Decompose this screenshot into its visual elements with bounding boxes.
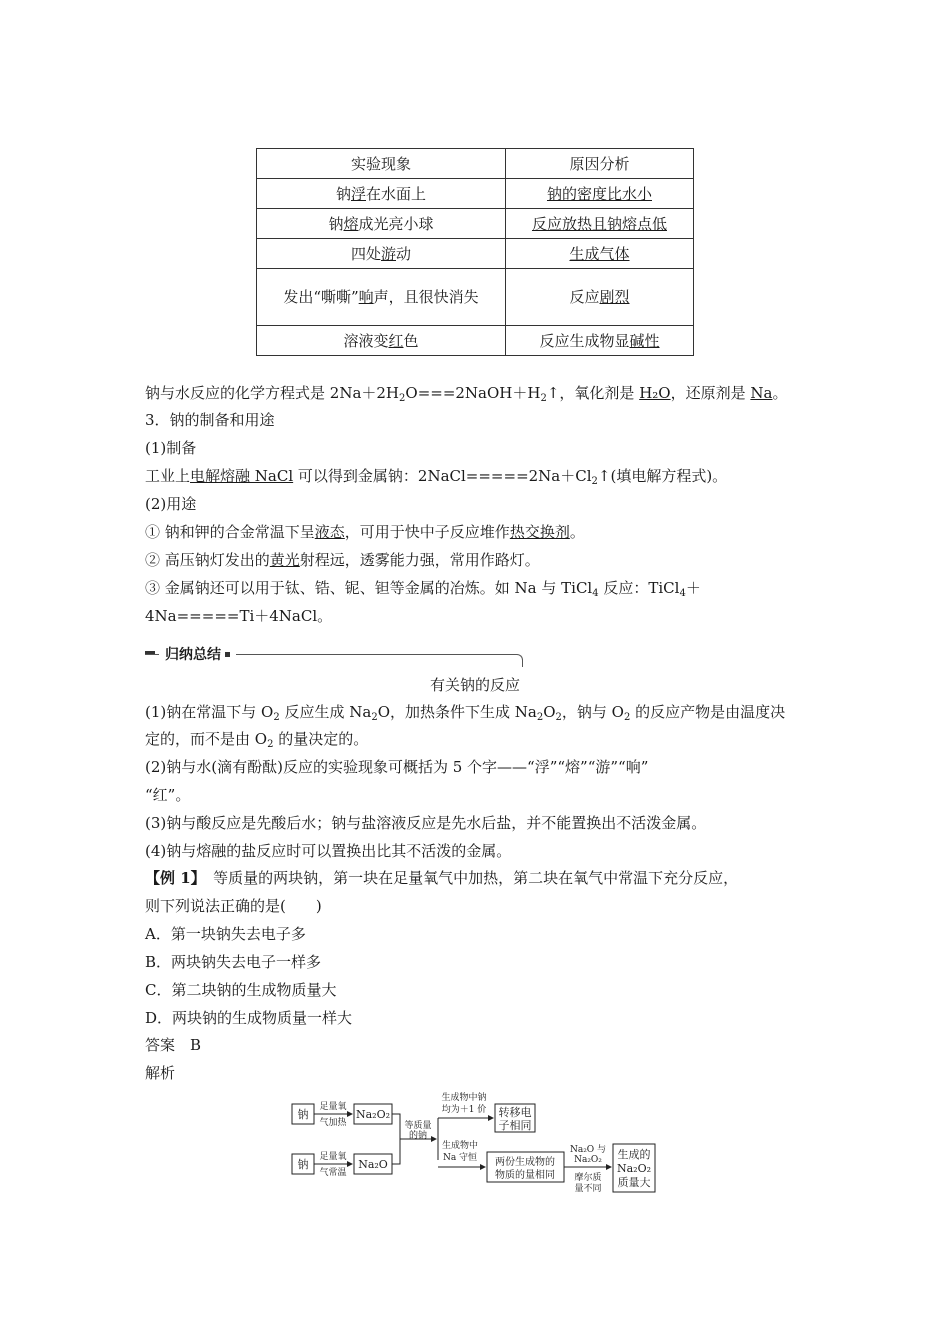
flow-branch1-bottom: 均为＋1 价 [441, 1105, 487, 1115]
table-row [257, 209, 694, 239]
table-header-row [257, 149, 694, 179]
flow-arrow1-top: 足量氧 [319, 1102, 347, 1112]
analysis-flow-diagram [288, 1088, 668, 1198]
preparation-line: 工业上电解熔融 NaCl 可以得到金属钠：$2NaCl=====2Na+Cl_2↑$(填电解方程式)。 [145, 467, 728, 487]
flow-branch2-top: 生成物中 [441, 1141, 479, 1151]
table-row [257, 269, 694, 326]
flow-branch3-mid: Na₂O₂ [574, 1155, 602, 1165]
phenomenon-cell: 溶液变红色 [257, 326, 506, 356]
flow-result1-top: 转移电 [498, 1106, 532, 1119]
reason-cell: 反应剧烈 [506, 269, 694, 326]
flow-branch3-line2: 量不同 [574, 1184, 602, 1194]
summary-point-1-cont: 定的，而不是由 $O_2$ 的量决定的。 [145, 730, 369, 750]
experiment-table [256, 148, 694, 356]
flow-mid-top: 等质量 [404, 1121, 432, 1131]
summary-point-2-cont: “红”。 [145, 786, 191, 804]
flow-branch2-bottom: Na 守恒 [442, 1153, 478, 1163]
flow-arrow2-bottom: 气常温 [319, 1168, 347, 1178]
phenomenon-cell: 四处游动 [257, 239, 506, 269]
flow-result1-bottom: 子相同 [498, 1119, 532, 1132]
analysis-label: 解析 [145, 1064, 176, 1082]
flow-result3-line3: 质量大 [617, 1176, 651, 1189]
use-item-2: ② 高压钠灯发出的黄光射程远，透雾能力强，常用作路灯。 [145, 551, 540, 569]
use-item-3: ③ 金属钠还可以用于钛、锆、铌、钽等金属的冶炼。如 Na 与 TiCl$_4$ 反应：TiCl$_4$＋ [145, 579, 701, 599]
flow-sodium-2: 钠 [297, 1158, 309, 1171]
summary-title: 有关钠的反应 [429, 676, 520, 694]
reason-cell: 反应生成物显碱性 [506, 326, 694, 356]
phenomenon-cell: 钠浮在水面上 [257, 179, 506, 209]
summary-point-1: (1)钠在常温下与 $O_2$ 反应生成 $Na_2O$，加热条件下生成 $Na_2O_2$，钠与 $O_2$ 的反应产物是由温度决 [145, 703, 786, 723]
reason-cell: 反应放热且钠熔点低 [506, 209, 694, 239]
summary-banner [145, 648, 523, 670]
phenomenon-cell: 发出“嘶嘶”响声，且很快消失 [257, 269, 506, 326]
use-item-3-cont: 4Na=====Ti＋4NaCl。 [145, 607, 333, 625]
option-c: C．第二块钠的生成物质量大 [145, 981, 337, 999]
flow-arrow1-bottom: 气加热 [319, 1118, 347, 1128]
phenomenon-cell: 钠熔成光亮小球 [257, 209, 506, 239]
header-reason: 原因分析 [506, 149, 694, 179]
summary-point-2: (2)钠与水(滴有酚酞)反应的实验现象可概括为 5 个字——“浮”“熔”“游”“响” [145, 758, 649, 776]
subheading-preparation: (1)制备 [145, 439, 197, 457]
flow-arrow2-top: 足量氧 [319, 1152, 347, 1162]
example-question-cont: 则下列说法正确的是( ) [145, 897, 322, 915]
use-item-1: ① 钠和钾的合金常温下呈液态，可用于快中子反应堆作热交换剂。 [145, 523, 585, 541]
flow-branch1-top: 生成物中钠 [441, 1093, 487, 1103]
flow-product-na2o2: Na₂O₂ [355, 1108, 391, 1121]
reason-cell: 生成气体 [506, 239, 694, 269]
reason-cell: 钠的密度比水小 [506, 179, 694, 209]
option-b: B．两块钠失去电子一样多 [145, 953, 322, 971]
summary-point-4: (4)钠与熔融的盐反应时可以置换出比其不活泼的金属。 [145, 842, 512, 860]
summary-tag: 归纳总结 [159, 644, 236, 664]
flow-branch3-line1: 摩尔质 [574, 1173, 602, 1183]
table-row [257, 326, 694, 356]
option-a: A．第一块钠失去电子多 [145, 925, 306, 943]
flow-branch3-top: Na₂O 与 [569, 1145, 607, 1155]
flow-sodium-1: 钠 [297, 1108, 309, 1121]
option-d: D．两块钠的生成物质量一样大 [145, 1009, 353, 1027]
table-row [257, 239, 694, 269]
flow-product-na2o: Na₂O [358, 1158, 388, 1171]
subheading-uses: (2)用途 [145, 495, 197, 513]
flow-result3-line2: Na₂O₂ [616, 1162, 652, 1175]
flow-result2-bottom: 物质的量相同 [495, 1170, 555, 1181]
flow-result3-line1: 生成的 [617, 1148, 651, 1161]
answer-line: 答案 B [145, 1036, 202, 1054]
flow-result2-top: 两份生成物的 [495, 1157, 555, 1168]
section-heading: 3．钠的制备和用途 [145, 411, 275, 429]
example-question: 【例 1】 等质量的两块钠，第一块在足量氧气中加热，第二块在氧气中常温下充分反应， [145, 869, 739, 887]
summary-point-3: (3)钠与酸反应是先酸后水；钠与盐溶液反应是先水后盐，并不能置换出不活泼金属。 [145, 814, 707, 832]
header-phenomenon: 实验现象 [257, 149, 506, 179]
equation-line: 钠与水反应的化学方程式是 $2Na+2H_2O===2NaOH+H_2↑$，氧化剂是 H₂O，还原剂是 Na。 [145, 384, 788, 404]
flow-mid-bottom: 的钠 [408, 1131, 428, 1141]
table-row [257, 179, 694, 209]
